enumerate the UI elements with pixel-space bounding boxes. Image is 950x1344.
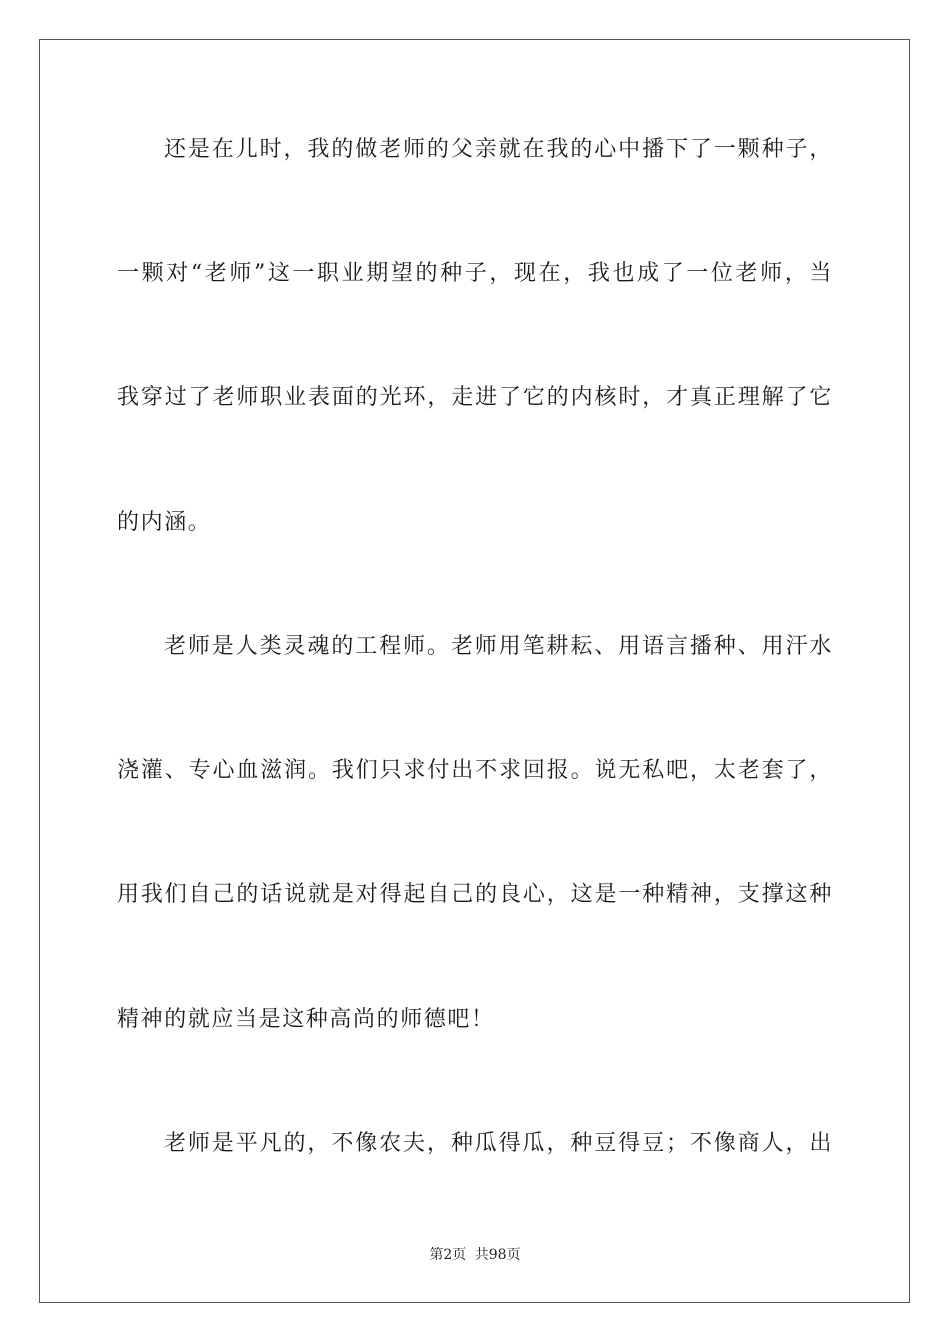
text-line: 一颗对“老师”这一职业期望的种子，现在，我也成了一位老师，当 — [117, 261, 833, 286]
page-number: 第2页 — [429, 1247, 467, 1263]
total-pages: 共98页 — [474, 1247, 521, 1263]
text-line: 用我们自己的话说就是对得起自己的良心，这是一种精神，支撑这种 — [117, 882, 833, 907]
text-line: 精神的就应当是这种高尚的师德吧！ — [117, 1007, 495, 1032]
text-line: 老师是平凡的，不像农夫，种瓜得瓜，种豆得豆；不像商人，出 — [164, 1131, 833, 1156]
text-line: 的内涵。 — [117, 510, 212, 535]
text-line: 浇灌、专心血滋润。我们只求付出不求回报。说无私吧，太老套了， — [117, 758, 833, 783]
text-line: 还是在儿时，我的做老师的父亲就在我的心中播下了一颗种子， — [164, 137, 833, 162]
page-footer — [0, 1246, 950, 1264]
text-line: 老师是人类灵魂的工程师。老师用笔耕耘、用语言播种、用汗水 — [164, 634, 833, 659]
text-line: 我穿过了老师职业表面的光环，走进了它的内核时，才真正理解了它 — [117, 385, 833, 410]
page-border — [39, 39, 910, 1303]
